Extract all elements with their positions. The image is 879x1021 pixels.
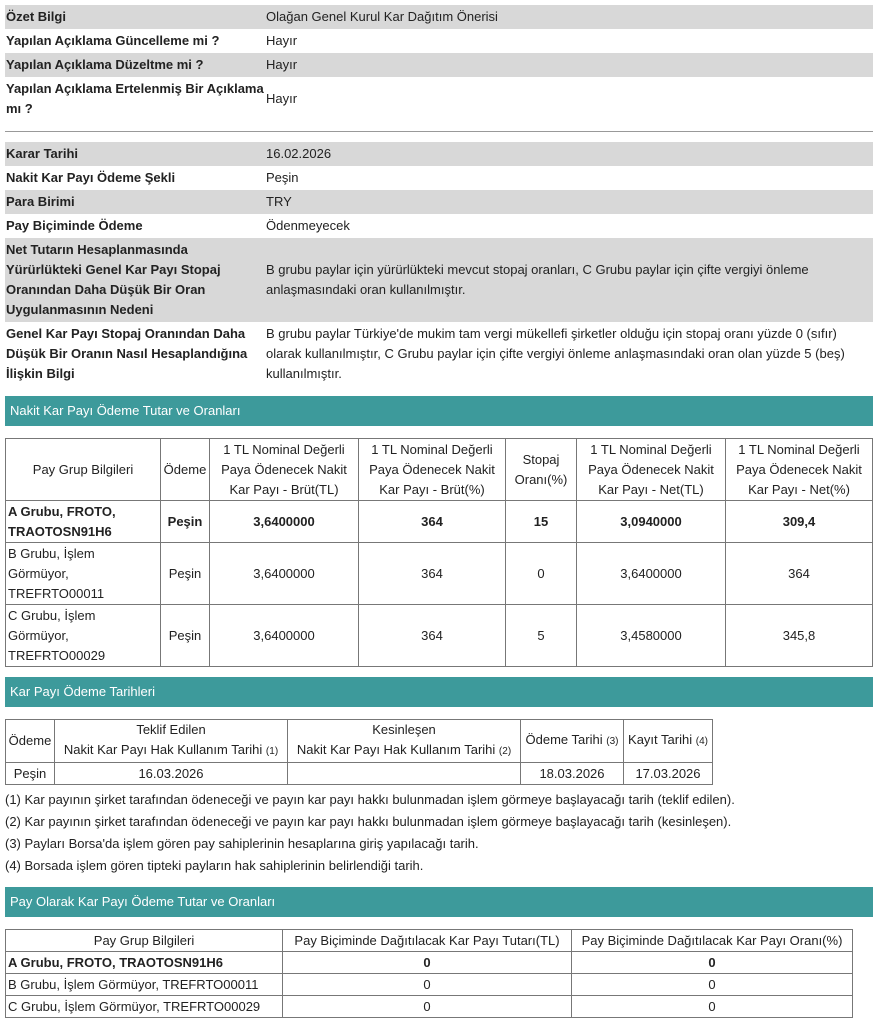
stock-header: Pay Biçiminde Dağıtılacak Kar Payı Tutarı(TL) <box>283 930 572 952</box>
dates-header <box>521 720 624 763</box>
cell: 5 <box>506 605 577 667</box>
divider <box>5 131 873 132</box>
cell: 3,6400000 <box>210 543 359 605</box>
summary-value: Hayır <box>265 53 873 77</box>
details-value: B grubu paylar için yürürlükteki mevcut stopaj oranları, C Grubu paylar için çifte vergiyi önleme anlaşmasındaki oran kullanılmıştır. <box>265 238 873 322</box>
cell: 3,6400000 <box>210 501 359 543</box>
footnote: (1) Kar payının şirket tarafından ödeneceği ve payın kar payı hakkı bulunmadan işlem görmeye başlayacağı tarih (teklif edilen). <box>5 792 735 807</box>
footnotes <box>5 789 873 877</box>
summary-row <box>5 53 873 77</box>
summary-label: Yapılan Açıklama Düzeltme mi ? <box>5 53 265 77</box>
stock-section-title: Pay Olarak Kar Payı Ödeme Tutar ve Oranları <box>5 887 873 917</box>
cell: 0 <box>283 996 572 1018</box>
cell: 364 <box>726 543 873 605</box>
stock-header: Pay Grup Bilgileri <box>6 930 283 952</box>
dates-header-line: Ödeme Tarihi <box>525 732 603 747</box>
stock-header: Pay Biçiminde Dağıtılacak Kar Payı Oranı(%) <box>572 930 853 952</box>
dates-header <box>55 720 288 763</box>
dates-header-line: Nakit Kar Payı Hak Kullanım Tarihi <box>296 742 496 757</box>
cell: 0 <box>283 974 572 996</box>
footnote: (3) Payları Borsa'da işlem gören pay sahiplerinin hesaplarına giriş yapılacağı tarih. <box>5 836 479 851</box>
cash-header: 1 TL Nominal Değerli Paya Ödenecek Nakit Kar Payı - Net(TL) <box>577 439 726 501</box>
details-value: TRY <box>265 190 873 214</box>
payment-dates-table <box>5 719 713 785</box>
cash-header: Ödeme <box>161 439 210 501</box>
cell: 3,6400000 <box>577 543 726 605</box>
summary-value: Hayır <box>266 91 298 106</box>
details-row <box>5 142 873 166</box>
cell: 0 <box>572 996 853 1018</box>
cell: B Grubu, İşlem Görmüyor, TREFRTO00011 <box>6 543 161 605</box>
details-label: Nakit Kar Payı Ödeme Şekli <box>6 170 176 185</box>
footnote-ref: (3) <box>606 736 619 747</box>
details-value: B grubu paylar Türkiye'de mukim tam vergi mükellefi şirketler olduğu için stopaj oranı yüzde 0 (sıfır) olarak kullanılmıştır, C Grubu paylar için çifte vergiyi önleme anlaşmasındaki oran olan yüzde 5 (beş) kullanılmıştır. <box>266 326 845 381</box>
cell: 3,6400000 <box>210 605 359 667</box>
summary-label: Yapılan Açıklama Güncelleme mi ? <box>6 33 220 48</box>
summary-label: Özet Bilgi <box>5 5 265 29</box>
dates-header-line: Teklif Edilen <box>136 722 206 737</box>
dates-header <box>624 720 713 763</box>
cash-header: 1 TL Nominal Değerli Paya Ödenecek Nakit Kar Payı - Net(%) <box>726 439 873 501</box>
summary-value: Olağan Genel Kurul Kar Dağıtım Önerisi <box>265 5 873 29</box>
footnote-ref: (1) <box>265 746 279 757</box>
cash-dividend-table <box>5 438 873 667</box>
summary-row <box>5 77 873 121</box>
cell <box>288 763 521 785</box>
stock-header-row <box>6 930 853 952</box>
cell: 0 <box>506 543 577 605</box>
cell: A Grubu, FROTO, TRAOTOSN91H6 <box>6 501 161 543</box>
details-row <box>5 166 873 190</box>
table-row <box>6 605 873 667</box>
cell: 0 <box>572 952 853 974</box>
footnote-ref: (2) <box>498 746 512 757</box>
cell: 15 <box>506 501 577 543</box>
table-row <box>6 543 873 605</box>
cell: 3,4580000 <box>577 605 726 667</box>
table-row <box>6 763 713 785</box>
footnote: (2) Kar payının şirket tarafından ödeneceği ve payın kar payı hakkı bulunmadan işlem görmeye başlayacağı tarih (kesinleşen). <box>5 814 732 829</box>
cell: Peşin <box>6 763 55 785</box>
cell: C Grubu, İşlem Görmüyor, TREFRTO00029 <box>6 605 161 667</box>
details-label: Para Birimi <box>5 190 265 214</box>
dates-header: Ödeme <box>6 720 55 763</box>
cash-section-title: Nakit Kar Payı Ödeme Tutar ve Oranları <box>5 396 873 426</box>
dates-header-line: Kesinleşen <box>372 722 436 737</box>
details-row <box>5 322 873 386</box>
cell: 364 <box>359 543 506 605</box>
cell: Peşin <box>161 605 210 667</box>
cell: 18.03.2026 <box>521 763 624 785</box>
table-row <box>6 996 853 1018</box>
details-table <box>5 142 873 386</box>
cell: Peşin <box>161 543 210 605</box>
dates-header-line: Nakit Kar Payı Hak Kullanım Tarihi <box>63 742 263 757</box>
cell: 0 <box>572 974 853 996</box>
summary-table <box>5 5 873 121</box>
cash-header: 1 TL Nominal Değerli Paya Ödenecek Nakit Kar Payı - Brüt(TL) <box>210 439 359 501</box>
details-value: Ödenmeyecek <box>266 218 350 233</box>
summary-value: Hayır <box>266 33 298 48</box>
details-row <box>5 238 873 322</box>
cell: 3,0940000 <box>577 501 726 543</box>
footnote-ref: (4) <box>695 736 708 747</box>
footnote: (4) Borsada işlem gören tipteki payların hak sahiplerinin belirlendiği tarih. <box>5 858 424 873</box>
cash-header: 1 TL Nominal Değerli Paya Ödenecek Nakit Kar Payı - Brüt(%) <box>359 439 506 501</box>
dates-section-title: Kar Payı Ödeme Tarihleri <box>5 677 873 707</box>
details-label: Pay Biçiminde Ödeme <box>6 218 143 233</box>
cell: 16.03.2026 <box>55 763 288 785</box>
cell: A Grubu, FROTO, TRAOTOSN91H6 <box>6 952 283 974</box>
summary-row <box>5 5 873 29</box>
details-row <box>5 214 873 238</box>
table-row <box>6 501 873 543</box>
dates-header-line: Kayıt Tarihi <box>628 732 693 747</box>
table-row <box>6 974 853 996</box>
table-row <box>6 952 853 974</box>
cell: C Grubu, İşlem Görmüyor, TREFRTO00029 <box>6 996 283 1018</box>
cell: 364 <box>359 605 506 667</box>
details-value: Peşin <box>266 170 299 185</box>
cell: 17.03.2026 <box>624 763 713 785</box>
cell: 345,8 <box>726 605 873 667</box>
details-value: 16.02.2026 <box>265 142 873 166</box>
cell: 309,4 <box>726 501 873 543</box>
cell: 364 <box>359 501 506 543</box>
stock-dividend-table <box>5 929 853 1018</box>
details-row <box>5 190 873 214</box>
cell: 0 <box>283 952 572 974</box>
dates-header-row <box>6 720 713 763</box>
cell: Peşin <box>161 501 210 543</box>
cash-header: Pay Grup Bilgileri <box>6 439 161 501</box>
summary-row <box>5 29 873 53</box>
cash-header-row <box>6 439 873 501</box>
cell: B Grubu, İşlem Görmüyor, TREFRTO00011 <box>6 974 283 996</box>
summary-label: Yapılan Açıklama Ertelenmiş Bir Açıklama mı ? <box>6 81 264 116</box>
cash-header: Stopaj Oranı(%) <box>506 439 577 501</box>
details-label: Karar Tarihi <box>5 142 265 166</box>
details-label: Net Tutarın Hesaplanmasında Yürürlükteki Genel Kar Payı Stopaj Oranından Daha Düşük Bir Oran Uygulanmasının Nedeni <box>5 238 265 322</box>
details-label: Genel Kar Payı Stopaj Oranından Daha Düşük Bir Oranın Nasıl Hesaplandığına İlişkin Bilgi <box>6 326 248 381</box>
dates-header <box>288 720 521 763</box>
